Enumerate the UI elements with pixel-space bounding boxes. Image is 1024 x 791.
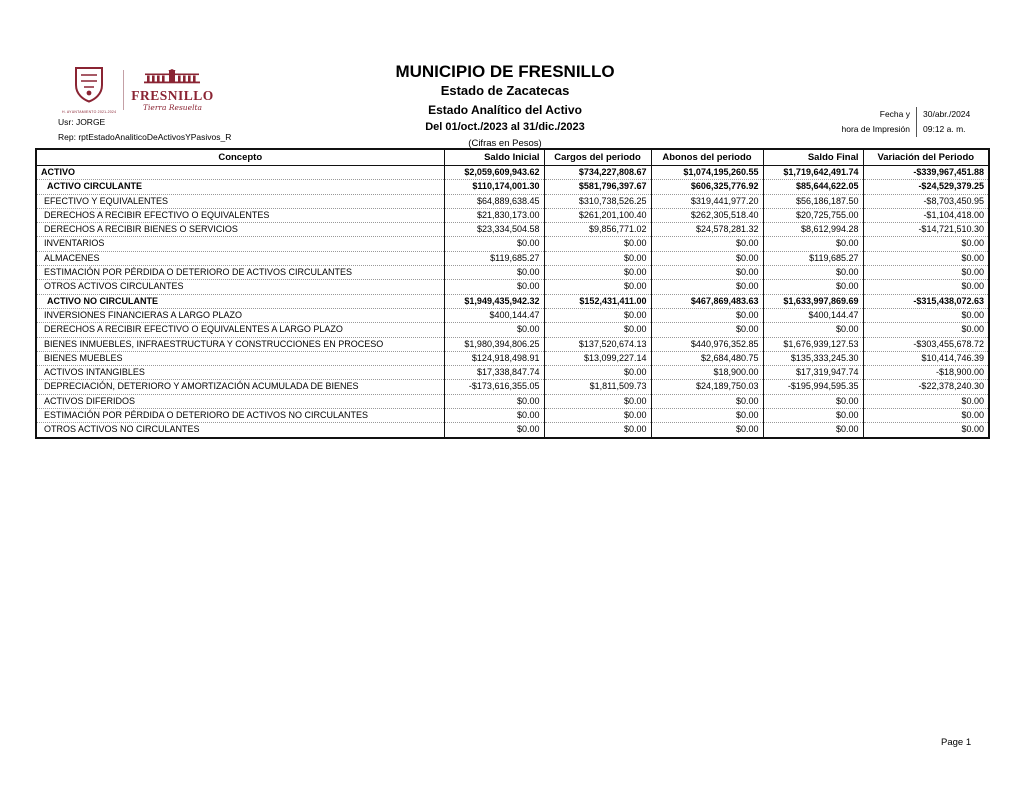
value-cell: $0.00 (544, 394, 651, 408)
table-row (36, 409, 989, 423)
value-cell: $0.00 (651, 237, 763, 251)
value-cell: $152,431,411.00 (544, 294, 651, 308)
value-cell: $0.00 (544, 308, 651, 322)
value-cell: $110,174,001.30 (444, 180, 544, 194)
value-cell: $581,796,397.67 (544, 180, 651, 194)
table-body (36, 166, 989, 438)
concept-cell: INVERSIONES FINANCIERAS A LARGO PLAZO (36, 308, 444, 322)
value-cell: $0.00 (444, 280, 544, 294)
value-cell: $2,059,609,943.62 (444, 166, 544, 180)
value-cell: $0.00 (444, 423, 544, 438)
value-cell: $20,725,755.00 (763, 208, 863, 222)
table-row (36, 323, 989, 337)
value-cell: $0.00 (863, 323, 989, 337)
value-cell: $124,918,498.91 (444, 351, 544, 365)
state-subtitle: Estado de Zacatecas (440, 83, 570, 98)
table-row (36, 266, 989, 280)
table-row (36, 337, 989, 351)
value-cell: $119,685.27 (444, 251, 544, 265)
value-cell: $0.00 (863, 266, 989, 280)
value-cell: $606,325,776.92 (651, 180, 763, 194)
value-cell: $0.00 (544, 266, 651, 280)
report-table (35, 148, 990, 439)
concept-cell: OTROS ACTIVOS CIRCULANTES (36, 280, 444, 294)
value-cell: $0.00 (444, 394, 544, 408)
value-cell: $0.00 (763, 394, 863, 408)
concept-cell: BIENES MUEBLES (36, 351, 444, 365)
value-cell: $1,719,642,491.74 (763, 166, 863, 180)
concept-cell: DERECHOS A RECIBIR BIENES O SERVICIOS (36, 223, 444, 237)
value-cell: -$8,703,450.95 (863, 194, 989, 208)
concept-cell: BIENES INMUEBLES, INFRAESTRUCTURA Y CONSTRUCCIONES EN PROCESO (36, 337, 444, 351)
column-header: Concepto (36, 149, 444, 166)
concept-cell: EFECTIVO Y EQUIVALENTES (36, 194, 444, 208)
value-cell: $0.00 (544, 280, 651, 294)
value-cell: $137,520,674.13 (544, 337, 651, 351)
value-cell: $10,414,746.39 (863, 351, 989, 365)
table-row (36, 308, 989, 322)
value-cell: $319,441,977.20 (651, 194, 763, 208)
value-cell: $0.00 (863, 280, 989, 294)
value-cell: $0.00 (763, 266, 863, 280)
print-time: 09:12 a. m. (916, 122, 990, 137)
value-cell: $0.00 (544, 251, 651, 265)
value-cell: $1,074,195,260.55 (651, 166, 763, 180)
concept-cell: DERECHOS A RECIBIR EFECTIVO O EQUIVALENTES (36, 208, 444, 222)
value-cell: $1,949,435,942.32 (444, 294, 544, 308)
user-info-block (58, 115, 231, 145)
value-cell: $1,676,939,127.53 (763, 337, 863, 351)
concept-cell: DERECHOS A RECIBIR EFECTIVO O EQUIVALENTES A LARGO PLAZO (36, 323, 444, 337)
print-label-line2: hora de Impresión (841, 124, 910, 134)
value-cell: $0.00 (651, 280, 763, 294)
value-cell: -$18,900.00 (863, 366, 989, 380)
value-cell: $1,980,394,806.25 (444, 337, 544, 351)
value-cell: $85,644,622.05 (763, 180, 863, 194)
value-cell: $400,144.47 (444, 308, 544, 322)
value-cell: $9,856,771.02 (544, 223, 651, 237)
table-row (36, 394, 989, 408)
value-cell: $0.00 (651, 308, 763, 322)
value-cell: $24,189,750.03 (651, 380, 763, 394)
logo-tagline: Tierra Resuelta (143, 102, 202, 112)
table-row (36, 351, 989, 365)
value-cell: $18,900.00 (651, 366, 763, 380)
value-cell: $0.00 (544, 237, 651, 251)
value-cell: $0.00 (444, 237, 544, 251)
print-info-block (836, 107, 990, 137)
value-cell: $0.00 (863, 308, 989, 322)
print-label-line1: Fecha y (879, 109, 910, 119)
value-cell: $0.00 (444, 409, 544, 423)
column-header: Variación del Periodo (863, 149, 989, 166)
value-cell: $0.00 (651, 423, 763, 438)
concept-cell: INVENTARIOS (36, 237, 444, 251)
value-cell: $64,889,638.45 (444, 194, 544, 208)
header-row (36, 149, 989, 166)
value-cell: $21,830,173.00 (444, 208, 544, 222)
value-cell: $13,099,227.14 (544, 351, 651, 365)
value-cell: $0.00 (863, 394, 989, 408)
value-cell: $734,227,808.67 (544, 166, 651, 180)
units-note: (Cifras en Pesos) (468, 138, 542, 149)
value-cell: $0.00 (651, 409, 763, 423)
value-cell: $119,685.27 (763, 251, 863, 265)
concept-cell: ALMACENES (36, 251, 444, 265)
value-cell: -$22,378,240.30 (863, 380, 989, 394)
value-cell: $0.00 (544, 423, 651, 438)
concept-cell: DEPRECIACIÓN, DETERIORO Y AMORTIZACIÓN ACUMULADA DE BIENES (36, 380, 444, 394)
value-cell: $0.00 (863, 409, 989, 423)
value-cell: $0.00 (651, 251, 763, 265)
print-date: 30/abr./2024 (916, 107, 990, 122)
table-row (36, 366, 989, 380)
value-cell: $0.00 (651, 323, 763, 337)
value-cell: $310,738,526.25 (544, 194, 651, 208)
value-cell: $467,869,483.63 (651, 294, 763, 308)
page-number: Page 1 (941, 737, 972, 748)
value-cell: -$339,967,451.88 (863, 166, 989, 180)
value-cell: $0.00 (863, 251, 989, 265)
concept-cell: ESTIMACIÓN POR PÉRDIDA O DETERIORO DE ACTIVOS NO CIRCULANTES (36, 409, 444, 423)
column-header: Saldo Final (763, 149, 863, 166)
concept-cell: ACTIVO (36, 166, 444, 180)
value-cell: $0.00 (444, 266, 544, 280)
table-row (36, 280, 989, 294)
table-row (36, 380, 989, 394)
column-header: Abonos del periodo (651, 149, 763, 166)
value-cell: $0.00 (444, 323, 544, 337)
value-cell: $0.00 (651, 266, 763, 280)
column-header: Saldo Inicial (444, 149, 544, 166)
concept-cell: ACTIVO CIRCULANTE (36, 180, 444, 194)
value-cell: $0.00 (763, 423, 863, 438)
page-title: MUNICIPIO DE FRESNILLO (395, 62, 615, 81)
table-row (36, 208, 989, 222)
value-cell: $440,976,352.85 (651, 337, 763, 351)
crest-caption: H. AYUNTAMIENTO 2021-2024 (62, 110, 117, 114)
value-cell: $0.00 (863, 237, 989, 251)
value-cell: $8,612,994.28 (763, 223, 863, 237)
value-cell: -$1,104,418.00 (863, 208, 989, 222)
value-cell: $0.00 (763, 323, 863, 337)
value-cell: $0.00 (763, 237, 863, 251)
value-cell: $24,578,281.32 (651, 223, 763, 237)
table-row (36, 166, 989, 180)
report-period: Del 01/oct./2023 al 31/dic./2023 (425, 121, 585, 133)
value-cell: $2,684,480.75 (651, 351, 763, 365)
value-cell: $17,319,947.74 (763, 366, 863, 380)
value-cell: $135,333,245.30 (763, 351, 863, 365)
concept-cell: ACTIVO NO CIRCULANTE (36, 294, 444, 308)
logo-wordmark: FRESNILLO (131, 87, 214, 103)
concept-cell: ESTIMACIÓN POR PÉRDIDA O DETERIORO DE ACTIVOS CIRCULANTES (36, 266, 444, 280)
report-title: Estado Analítico del Activo (428, 103, 582, 117)
concept-cell: OTROS ACTIVOS NO CIRCULANTES (36, 423, 444, 438)
table-row (36, 180, 989, 194)
value-cell: -$195,994,595.35 (763, 380, 863, 394)
concept-cell: ACTIVOS INTANGIBLES (36, 366, 444, 380)
report-line: Rep: rptEstadoAnaliticoDeActivosYPasivos_R (58, 132, 232, 142)
value-cell: -$315,438,072.63 (863, 294, 989, 308)
value-cell: $0.00 (763, 280, 863, 294)
value-cell: $0.00 (863, 423, 989, 438)
value-cell: $0.00 (544, 409, 651, 423)
value-cell: $0.00 (544, 323, 651, 337)
column-header: Cargos del periodo (544, 149, 651, 166)
value-cell: $0.00 (763, 409, 863, 423)
value-cell: $0.00 (651, 394, 763, 408)
value-cell: $262,305,518.40 (651, 208, 763, 222)
concept-cell: ACTIVOS DIFERIDOS (36, 394, 444, 408)
value-cell: $1,633,997,869.69 (763, 294, 863, 308)
table-row (36, 423, 989, 438)
table-row (36, 294, 989, 308)
value-cell: $261,201,100.40 (544, 208, 651, 222)
table-row (36, 251, 989, 265)
value-cell: -$173,616,355.05 (444, 380, 544, 394)
value-cell: $400,144.47 (763, 308, 863, 322)
value-cell: -$14,721,510.30 (863, 223, 989, 237)
value-cell: -$303,455,678.72 (863, 337, 989, 351)
table-row (36, 223, 989, 237)
table-row (36, 237, 989, 251)
value-cell: -$24,529,379.25 (863, 180, 989, 194)
value-cell: $56,186,187.50 (763, 194, 863, 208)
value-cell: $0.00 (544, 366, 651, 380)
table-row (36, 194, 989, 208)
user-line: Usr: JORGE (58, 117, 106, 127)
value-cell: $23,334,504.58 (444, 223, 544, 237)
value-cell: $17,338,847.74 (444, 366, 544, 380)
value-cell: $1,811,509.73 (544, 380, 651, 394)
